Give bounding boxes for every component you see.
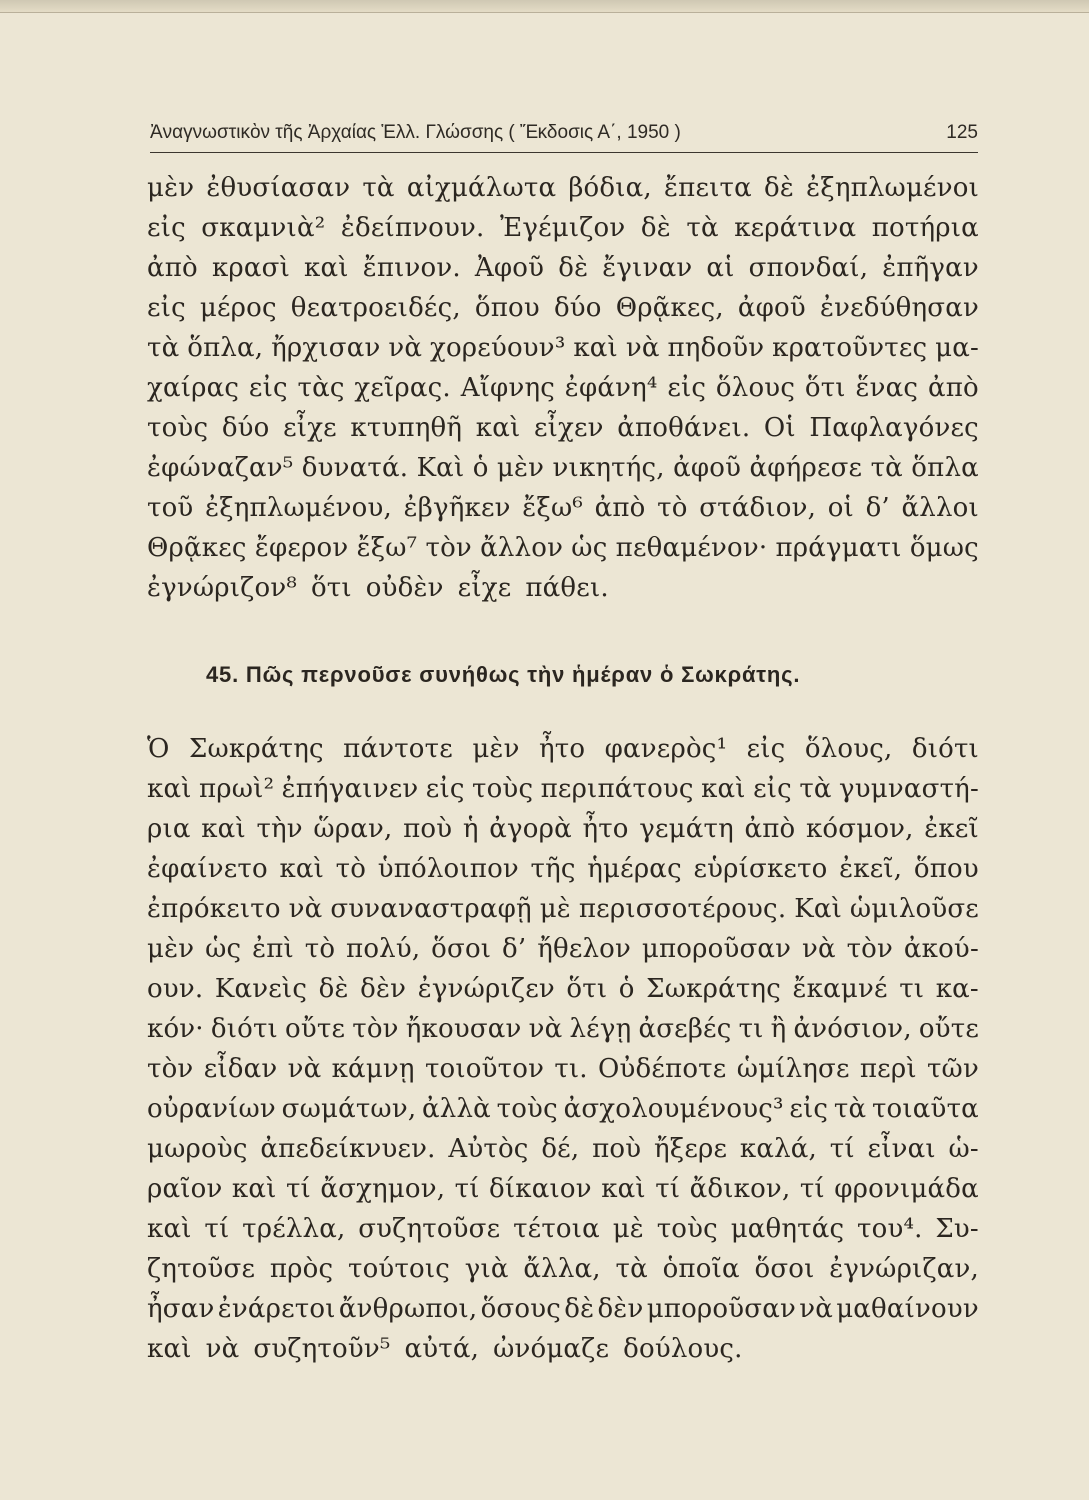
header-rule: [150, 152, 978, 153]
word: ἤρχισαν: [271, 333, 381, 363]
word: νὰ: [287, 1054, 322, 1084]
word: ἐπήγαινεν: [281, 774, 419, 804]
word: νικητής,: [552, 453, 665, 483]
word: λέγῃ: [569, 1014, 632, 1044]
word: οὔτε: [285, 1014, 346, 1044]
word: ἐνάρετοι: [217, 1294, 336, 1324]
word: Οὐδέποτε: [598, 1054, 727, 1084]
word: αἰχμάλωτα: [406, 173, 557, 203]
word: μαθαίνουν: [836, 1294, 979, 1324]
word: ἐγνώριζεν: [417, 974, 555, 1004]
word: καὶ: [701, 774, 746, 804]
word: τι: [899, 974, 925, 1004]
word: ἡ: [462, 814, 479, 844]
word: ὡς: [571, 533, 608, 563]
word: ἔγιναν: [602, 253, 693, 283]
word: μὲ: [539, 894, 571, 924]
text-line: [147, 969, 979, 1009]
word: μωροὺς: [147, 1134, 248, 1164]
page-number: 125: [946, 122, 978, 143]
word: ἀπεδείκνυεν.: [260, 1134, 436, 1164]
word: ἀφοῦ: [737, 293, 806, 323]
word: ἐγνώριζον⁸: [147, 573, 297, 603]
word: διότι: [911, 734, 979, 764]
word: ὅσοι: [754, 1254, 815, 1284]
word: τι: [738, 1014, 764, 1044]
text-line: [147, 528, 979, 568]
word: μὲν: [496, 453, 545, 483]
word: ἄδικον,: [689, 1174, 791, 1204]
word: τὰ: [686, 213, 719, 243]
word: ἐφάνη⁴: [564, 373, 658, 403]
word: εἶχε: [457, 573, 512, 603]
word: γιὰ: [464, 1254, 509, 1284]
word: ἄνθρωποι,: [338, 1294, 478, 1324]
word: πηδοῦν: [667, 333, 765, 363]
word: τοῦ: [147, 493, 194, 523]
word: ἀνόσιον,: [793, 1014, 912, 1044]
word: ποὺ: [403, 814, 453, 844]
word: καὶ: [147, 1334, 192, 1364]
word: ἔπινον.: [362, 253, 461, 283]
word: τῶν: [926, 1054, 979, 1084]
word: εἰς: [147, 293, 186, 323]
word: νὰ: [625, 333, 660, 363]
word: ἀπὸ: [744, 814, 796, 844]
text-line: [147, 929, 979, 969]
word: δὲ: [564, 1294, 595, 1324]
word: μαθητάς: [730, 1214, 845, 1244]
word: ὡμίλησε: [736, 1054, 850, 1084]
word: Σωκράτης: [646, 974, 781, 1004]
page-top-edge: [0, 0, 1089, 13]
word: χορεύουν³: [429, 333, 566, 363]
word: αἱ: [706, 253, 735, 283]
word: πάθει.: [525, 573, 609, 603]
text-line: [147, 168, 979, 208]
word: σωμάτων,: [281, 1094, 417, 1124]
word: φρονιμάδα: [834, 1174, 979, 1204]
word: Καὶ: [416, 453, 465, 483]
word: ὑπόλοιπον: [377, 854, 519, 884]
word: τρέλλα,: [242, 1214, 346, 1244]
text-line: [147, 889, 979, 929]
word: ἐπρόκειτο: [147, 894, 281, 924]
word: μποροῦσαν: [641, 934, 792, 964]
word: ἢ: [770, 1014, 787, 1044]
word: τὰ: [799, 774, 832, 804]
word: περὶ: [859, 1054, 917, 1084]
word: Ἐγέμιζον: [499, 213, 626, 243]
word: νὰ: [799, 1294, 833, 1324]
word: καὶ: [279, 854, 325, 884]
word: εἶναι: [867, 1134, 936, 1164]
word: τὸν: [846, 934, 894, 964]
word: Κανεὶς: [214, 974, 308, 1004]
word: Αὐτὸς: [448, 1134, 529, 1164]
word: ραῖον: [147, 1174, 223, 1204]
word: ἔπειτα: [664, 173, 752, 203]
text-line: [147, 1089, 979, 1129]
word: τῆς: [530, 854, 576, 884]
word: μὲν: [472, 734, 520, 764]
word: ἐπῆγαν: [882, 253, 979, 283]
word: μέρος: [199, 293, 277, 323]
word: ἐπὶ: [252, 934, 294, 964]
passage-continuation: [147, 168, 979, 608]
word: ποὺ: [592, 1134, 642, 1164]
word: ὁποῖα: [662, 1254, 740, 1284]
word: δέ,: [541, 1134, 580, 1164]
word: ὅτι: [804, 373, 846, 403]
word: εἰς: [425, 774, 465, 804]
word: ἦτο: [539, 734, 586, 764]
word: ἀλλὰ: [422, 1094, 491, 1124]
text-line: [147, 1009, 979, 1049]
word: ἀπὸ: [927, 373, 979, 403]
text-line: [147, 448, 979, 488]
word: ὅπλα,: [187, 333, 264, 363]
word: ἔξω⁶: [522, 493, 583, 523]
word: καὶ: [601, 1174, 646, 1204]
word: καλά,: [739, 1134, 818, 1164]
word: δ’: [865, 493, 890, 523]
word: τοὺς: [656, 1214, 718, 1244]
word: ἐνεδύθησαν: [819, 293, 979, 323]
word: πράγματι: [775, 533, 902, 563]
word: τὰ: [833, 1094, 867, 1124]
text-line: [147, 769, 979, 809]
word: κτυπηθῆ: [350, 413, 463, 443]
word: ἀσεβές: [638, 1014, 732, 1044]
word: ρια: [147, 814, 191, 844]
word: δυνατά.: [301, 453, 409, 483]
word: μὲ: [612, 1214, 644, 1244]
word: αὐτά,: [404, 1334, 480, 1364]
word: τὴν: [256, 814, 303, 844]
word: τέτοια: [513, 1214, 600, 1244]
word: Ἀφοῦ: [474, 253, 545, 283]
word: εἶδαν: [203, 1054, 278, 1084]
word: ἐφώναζαν⁵: [147, 453, 294, 483]
word: κρασὶ: [211, 253, 290, 283]
word: τὸν: [425, 533, 472, 563]
text-line: [147, 1049, 979, 1089]
word: Ὁ: [147, 734, 170, 764]
word: τί: [829, 1134, 855, 1164]
word: εἰς: [147, 213, 186, 243]
word: τοὺς: [496, 1094, 558, 1124]
word: τι.: [554, 1054, 588, 1084]
word: φανερὸς¹: [604, 734, 728, 764]
word: τὸν: [352, 1014, 399, 1044]
text-line: [147, 1289, 979, 1329]
section-heading: 45. Πῶς περνοῦσε συνήθως τὴν ἡμέραν ὁ Σωκράτης.: [206, 662, 801, 687]
word: ὁ: [618, 974, 635, 1004]
word: ὥραν,: [313, 814, 393, 844]
word: τὸ: [657, 493, 688, 523]
word: διότι: [210, 1014, 278, 1044]
word: καὶ: [304, 253, 349, 283]
word: βόδια,: [568, 173, 652, 203]
word: ὅπλα: [911, 453, 979, 483]
word: μα-: [935, 333, 979, 363]
word: ἐκεῖ,: [839, 854, 903, 884]
text-line: [147, 568, 979, 608]
running-head: [150, 122, 978, 144]
word: ἀποθάνει.: [617, 413, 751, 443]
word: ἄλλοι: [901, 493, 979, 523]
word: περιπάτους: [540, 774, 694, 804]
word: νὰ: [528, 1014, 563, 1044]
word: ἐξηπλωμένου,: [205, 493, 392, 523]
word: τὸ: [304, 934, 336, 964]
word: πρωὶ²: [199, 774, 275, 804]
word: τούτοις: [348, 1254, 451, 1284]
word: Καὶ: [794, 894, 842, 924]
word: ποτήρια: [871, 213, 979, 243]
word: μποροῦσαν: [646, 1294, 796, 1324]
text-line: [147, 1209, 979, 1249]
word: ὅτι: [566, 974, 608, 1004]
word: ἐδείπνουν.: [340, 213, 485, 243]
word: χαίρας: [147, 373, 240, 403]
word: ἄλλα,: [523, 1254, 601, 1284]
word: ουν.: [147, 974, 204, 1004]
word: Σωκράτης: [188, 734, 324, 764]
word: ὠνόμαζε: [493, 1334, 610, 1364]
word: ἐγνώριζαν,: [829, 1254, 979, 1284]
word: εἰς: [789, 1094, 829, 1124]
word: καὶ: [475, 413, 521, 443]
word: ἐκεῖ: [924, 814, 979, 844]
word: στάδιον,: [699, 493, 817, 523]
word: νὰ: [205, 1334, 240, 1364]
word: ὅμως: [909, 533, 979, 563]
text-line: [147, 1129, 979, 1169]
text-line: [147, 208, 979, 248]
word: ἐφαίνετο: [147, 854, 268, 884]
word: καὶ: [201, 814, 246, 844]
word: τί: [285, 1174, 311, 1204]
word: ὅπου: [474, 293, 540, 323]
word: οὐδὲν: [365, 573, 444, 603]
word: δύο: [221, 413, 270, 443]
word: ἦτο: [582, 814, 629, 844]
word: καὶ: [147, 1214, 192, 1244]
word: τοιαῦτα: [871, 1094, 979, 1124]
running-title: Ἀναγνωστικὸν τῆς Ἀρχαίας Ἑλλ. Γλώσσης ( Ἔκδοσις Α΄, 1950 ): [150, 122, 681, 143]
word: εἶχεν: [533, 413, 604, 443]
word: γυμναστή-: [839, 774, 979, 804]
word: μὲν: [147, 173, 195, 203]
word: ὅλους,: [804, 734, 893, 764]
word: ζητοῦσε: [147, 1254, 256, 1284]
word: χεῖρας.: [354, 373, 451, 403]
word: δὲν: [360, 974, 407, 1004]
word: τὸ: [335, 854, 367, 884]
word: τί: [454, 1174, 480, 1204]
word: τὰ: [147, 333, 180, 363]
word: δὲν: [597, 1294, 644, 1324]
word: σπονδαί,: [748, 253, 869, 283]
word: θεατροειδές,: [290, 293, 461, 323]
word: ἀπὸ: [594, 493, 646, 523]
word: Θρᾷκες: [147, 533, 247, 563]
word: κόσμον,: [805, 814, 914, 844]
text-line: [147, 368, 979, 408]
word: Παφλαγόνες: [809, 413, 979, 443]
word: Θρᾷκες,: [615, 293, 724, 323]
word: ὅτι: [310, 573, 352, 603]
word: ὡ-: [948, 1134, 979, 1164]
text-line: [147, 488, 979, 528]
word: ὅλους: [715, 373, 796, 403]
word: δὲ: [640, 213, 671, 243]
word: τί: [799, 1174, 825, 1204]
word: πολύ,: [346, 934, 421, 964]
word: πρὸς: [269, 1254, 334, 1284]
word: τὰ: [615, 1254, 648, 1284]
word: πεθαμένον·: [615, 533, 768, 563]
word: ὁ: [472, 453, 489, 483]
text-line: [147, 408, 979, 448]
word: δούλους.: [623, 1334, 743, 1364]
text-line: [147, 1169, 979, 1209]
word: τὸν: [147, 1054, 194, 1084]
word: καὶ: [573, 333, 618, 363]
word: εἶχε: [283, 413, 337, 443]
word: δύο: [553, 293, 602, 323]
word: του⁴.: [857, 1214, 923, 1244]
word: οἱ: [827, 493, 854, 523]
word: συζητοῦν⁵: [253, 1334, 391, 1364]
word: ἕνας: [855, 373, 919, 403]
word: καὶ: [231, 1174, 277, 1204]
word: ὅσοι: [431, 934, 492, 964]
text-line: [147, 328, 979, 368]
text-line: [147, 1329, 979, 1369]
text-line: [147, 729, 979, 769]
word: ὡς: [205, 934, 242, 964]
word: ἦσαν: [147, 1294, 215, 1324]
word: εὑρίσκετο: [693, 854, 828, 884]
word: τί: [655, 1174, 681, 1204]
word: μὲν: [147, 934, 195, 964]
word: Αἴφνης: [460, 373, 556, 403]
word: ἔφερον: [254, 533, 349, 563]
word: ἀγορὰ: [489, 814, 572, 844]
word: ἀφοῦ: [673, 453, 742, 483]
word: οὔτε: [918, 1014, 979, 1044]
word: οὐρανίων: [147, 1094, 276, 1124]
word: εἰς: [248, 373, 288, 403]
word: ἐβγῆκεν: [403, 493, 511, 523]
word: ἀπὸ: [147, 253, 198, 283]
word: κρατοῦντες: [772, 333, 928, 363]
text-line: [147, 248, 979, 288]
word: Συ-: [935, 1214, 979, 1244]
word: τοὺς: [147, 413, 209, 443]
word: ἤξερε: [654, 1134, 728, 1164]
word: κεράτινα: [734, 213, 857, 243]
word: τὰς: [297, 373, 345, 403]
word: ἔκαμνέ: [792, 974, 888, 1004]
word: ἔξω⁷: [356, 533, 418, 563]
word: ἀκού-: [903, 934, 979, 964]
word: ὅσους: [480, 1294, 561, 1324]
word: γεμάτη: [639, 814, 734, 844]
word: ἄσχημον,: [320, 1174, 446, 1204]
word: ἤκουσαν: [405, 1014, 522, 1044]
word: τὰ: [362, 173, 395, 203]
word: ἄλλον: [480, 533, 564, 563]
passage-socrates: [147, 729, 979, 1369]
word: Οἱ: [763, 413, 796, 443]
word: κάμνῃ: [331, 1054, 415, 1084]
word: καὶ: [147, 774, 192, 804]
word: εἰς: [667, 373, 707, 403]
word: τὰ: [870, 453, 903, 483]
word: κόν·: [147, 1014, 204, 1044]
word: σκαμνιὰ²: [201, 213, 326, 243]
word: δ’: [502, 934, 527, 964]
word: ἀσχολουμένους³: [563, 1094, 784, 1124]
text-line: [147, 849, 979, 889]
word: κα-: [935, 974, 979, 1004]
word: δὲ: [318, 974, 349, 1004]
word: νὰ: [288, 894, 323, 924]
word: συναναστραφῇ: [330, 894, 532, 924]
text-line: [147, 809, 979, 849]
word: ἡμέρας: [587, 854, 682, 884]
word: περισσοτέρους.: [578, 894, 787, 924]
word: ἐθυσίασαν: [206, 173, 351, 203]
word: συζητοῦσε: [358, 1214, 501, 1244]
word: εἰς: [753, 774, 792, 804]
text-line: [147, 1249, 979, 1289]
text-line: [147, 288, 979, 328]
word: τοιοῦτον: [424, 1054, 545, 1084]
word: ἤθελον: [537, 934, 632, 964]
word: νὰ: [802, 934, 836, 964]
word: τοὺς: [472, 774, 534, 804]
word: δὲ: [558, 253, 589, 283]
word: ἐξηπλωμένοι: [806, 173, 979, 203]
word: πάντοτε: [343, 734, 453, 764]
word: ὅπου: [913, 854, 979, 884]
word: ἀφήρεσε: [749, 453, 863, 483]
word: ὡμιλοῦσε: [849, 894, 979, 924]
word: δὲ: [764, 173, 795, 203]
word: εἰς: [746, 734, 786, 764]
word: νὰ: [388, 333, 423, 363]
word: δίκαιον: [489, 1174, 592, 1204]
word: τί: [204, 1214, 230, 1244]
